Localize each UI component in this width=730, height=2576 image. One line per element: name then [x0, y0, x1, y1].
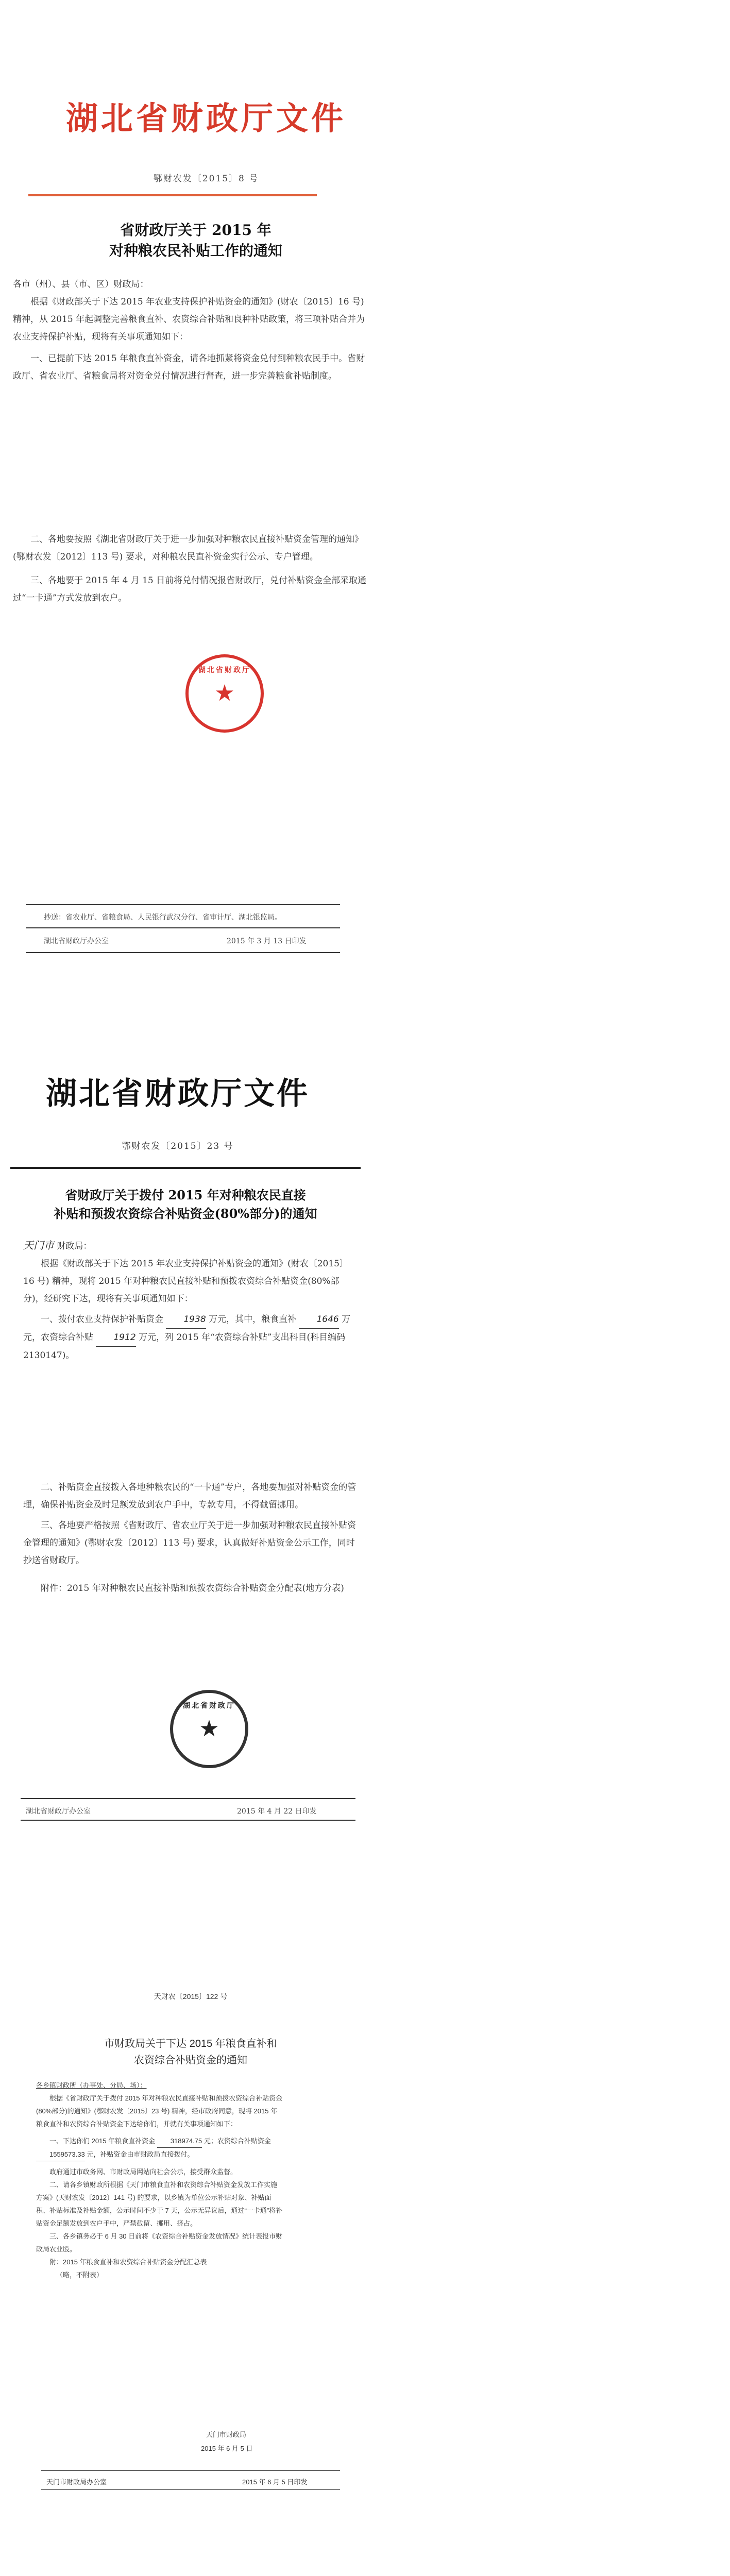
document-page-1 [0, 0, 730, 945]
star-icon: ★ [199, 1716, 219, 1742]
doc1-footer-cc: 抄送：省农业厅、省粮食局、人民银行武汉分行、省审计厅、湖北银监局。 [44, 913, 282, 922]
doc2-black-rule [10, 1167, 361, 1169]
doc3-item1-amount2: 1559573.33 [36, 2148, 85, 2161]
doc1-title-line2: 对种粮农民补贴工作的通知 [109, 242, 282, 259]
doc2-title-line1: 省财政厅关于拨付 2015 年对种粮农民直接 [65, 1188, 306, 1202]
doc3-paragraph: 根据《省财政厅关于拨付 2015 年对种粮农民直接补贴和预拨农资综合补贴资金(80%部分)的通知》(鄂财农发〔2015〕23 号) 精神，经市政府同意，现将 2015 年粮食直补和农资综合补贴资金下达给你们，并就有关事项通知如下： [36, 2094, 283, 2128]
doc2-body [23, 1236, 358, 1364]
doc2-addressee [23, 1236, 358, 1255]
doc1-official-seal [185, 654, 264, 733]
doc3-paragraph: 二、请各乡镇财政所根据《天门市粮食直补和农资综合补贴资金发放工作实施方案》(天财农发〔2012〕141 号) 的要求，以乡镇为单位公示补贴对象、补贴面积、补贴标准及补贴金额，公示时间不少于 7 天，公示无异议后，通过“一卡通”将补贴资金足额发放到农户手中，严禁截留、挪用、挤占。 [36, 2181, 283, 2227]
doc2-addressee-handwritten: 天门市 [23, 1239, 54, 1251]
doc3-footer-office: 天门市财政局办公室 [46, 2478, 107, 2486]
doc3-item1 [36, 2134, 283, 2161]
doc2-item1-amount: 1938 [166, 1311, 206, 1329]
doc3-footer-rule-bottom [41, 2489, 340, 2490]
doc2-footer-office: 湖北省财政厅办公室 [26, 1807, 91, 1816]
doc1-header: 湖北省财政厅文件 [65, 99, 346, 137]
doc3-footer-rule-top [41, 2470, 340, 2471]
doc1-red-rule [28, 194, 317, 196]
document-page-3 [0, 1906, 730, 2576]
doc3-number: 天财农〔2015〕122 号 [154, 1992, 228, 2001]
doc2-addressee-rest: 财政局： [57, 1241, 92, 1251]
doc2-seal-text: 湖北省财政厅 [183, 1702, 235, 1710]
doc3-extra: 政府通过市政务网、市财政局网站向社会公示，接受群众监督。 [49, 2168, 237, 2176]
doc2-item1-amount3: 1912 [96, 1329, 135, 1347]
star-icon: ★ [214, 680, 235, 706]
doc2-footer-rule-top [21, 1798, 355, 1799]
doc1-footer-office: 湖北省财政厅办公室 [44, 937, 109, 945]
doc2-body-continued [23, 1479, 358, 1597]
doc3-signer: 天门市财政局 [206, 2431, 247, 2438]
doc2-item1-mid2: 万元，农资综合补贴 [23, 1314, 351, 1343]
doc1-footer-rule-mid [26, 927, 340, 928]
doc3-title-line1: 市财政局关于下达 2015 年粮食直补和 [104, 2038, 277, 2049]
doc2-item1-tail: 万元，列 2015 年“农资综合补贴”支出科目(科目编码 2130147)。 [23, 1332, 346, 1361]
doc3-footer-date: 2015 年 6 月 5 日印发 [242, 2478, 308, 2486]
doc1-footer-rule-top [26, 904, 340, 905]
doc2-paragraph: 根据《财政部关于下达 2015 年农业支持保护补贴资金的通知》(财农〔2015〕16 号) 精神，现将 2015 年对种粮农民直接补贴和预拨农资综合补贴资金(80%部分)，经研究下达，现将有关事项通知如下： [23, 1259, 348, 1304]
doc2-footer-date: 2015 年 4 月 22 日印发 [237, 1807, 317, 1816]
doc1-footer-rule-bottom [26, 952, 340, 953]
doc1-footer-date: 2015 年 3 月 13 日印发 [227, 937, 307, 945]
doc3-item1-amount: 318974.75 [157, 2134, 202, 2148]
doc2-item1-mid: 万元，其中，粮食直补 [209, 1314, 297, 1325]
doc1-body [13, 276, 368, 385]
doc2-number: 鄂财农发〔2015〕23 号 [122, 1141, 234, 1151]
doc2-footer-rule-bottom [21, 1820, 355, 1821]
doc2-item1 [23, 1311, 358, 1364]
document-page-2 [0, 1030, 730, 1958]
doc3-item1-tail: 元，补贴资金由市财政局直接拨付。 [87, 2150, 194, 2158]
doc1-number: 鄂财农发〔2015〕8 号 [153, 174, 259, 184]
doc3-body [36, 2079, 283, 2281]
doc2-title-line2: 补贴和预拨农资综合补贴资金(80%部分)的通知 [54, 1206, 317, 1221]
doc2-item1-prefix: 一、拨付农业支持保护补贴资金 [41, 1314, 163, 1325]
doc2-attachment: 附件：2015 年对种粮农民直接补贴和预拨农资综合补贴资金分配表(地方分表) [41, 1583, 344, 1594]
doc1-paragraph: 三、各地要于 2015 年 4 月 15 日前将兑付情况报省财政厅，兑付补贴资金全部采取通过“一卡通”方式发放到农户。 [13, 575, 367, 603]
doc3-item1-prefix: 一、下达你们 2015 年粮食直补资金 [49, 2137, 156, 2145]
doc1-addressee: 各市（州）、县（市、区）财政局： [13, 279, 149, 290]
doc2-header: 湖北省财政厅文件 [46, 1076, 310, 1112]
doc1-title-line1: 省财政厅关于 2015 年 [120, 222, 271, 239]
doc2-paragraph: 三、各地要严格按照《省财政厅、省农业厅关于进一步加强对种粮农民直接补贴资金管理的通知》(鄂财农发〔2012〕113 号) 要求，认真做好补贴资金公示工作，同时抄送省财政厅。 [23, 1520, 356, 1566]
doc2-item1-amount2: 1646 [299, 1311, 338, 1329]
doc2-official-seal [170, 1690, 248, 1768]
doc3-attachment: 附：2015 年粮食直补和农资综合补贴资金分配汇总表 [49, 2258, 207, 2266]
doc3-paragraph: 三、各乡镇务必于 6 月 30 日前将《农资综合补贴资金发放情况》统计表报市财政局农业股。 [36, 2232, 283, 2253]
doc3-item1-mid: 元；农资综合补贴资金 [203, 2137, 271, 2145]
doc3-addressee: 各乡镇财政所（办事处、分局、场）： [36, 2081, 147, 2089]
doc3-sign-date: 2015 年 6 月 5 日 [201, 2445, 253, 2452]
doc3-title-line2: 农资综合补贴资金的通知 [134, 2055, 247, 2066]
doc1-paragraph: 二、各地要按照《湖北省财政厅关于进一步加强对种粮农民直接补贴资金管理的通知》(鄂财农发〔2012〕113 号) 要求，对种粮农民直补资金实行公示、专户管理。 [13, 534, 363, 562]
doc1-paragraph: 一、已提前下达 2015 年粮食直补资金，请各地抓紧将资金兑付到种粮农民手中。省财政厅、省农业厅、省粮食局将对资金兑付情况进行督查，进一步完善粮食补贴制度。 [13, 353, 365, 381]
doc1-body-continued [13, 531, 368, 607]
doc3-attachment-note: （略，不附表） [56, 2271, 104, 2279]
doc1-seal-text: 湖北省财政厅 [198, 666, 251, 674]
doc2-paragraph: 二、补贴资金直接拨入各地种粮农民的“一卡通”专户，各地要加强对补贴资金的管理，确保补贴资金及时足额发放到农户手中，专款专用，不得截留挪用。 [23, 1482, 356, 1510]
doc1-paragraph: 根据《财政部关于下达 2015 年农业支持保护补贴资金的通知》(财农〔2015〕16 号) 精神，从 2015 年起调整完善粮食直补、农资综合补贴和良种补贴政策，将三项补贴合并为农业支持保护补贴，现将有关事项通知如下： [13, 297, 365, 342]
